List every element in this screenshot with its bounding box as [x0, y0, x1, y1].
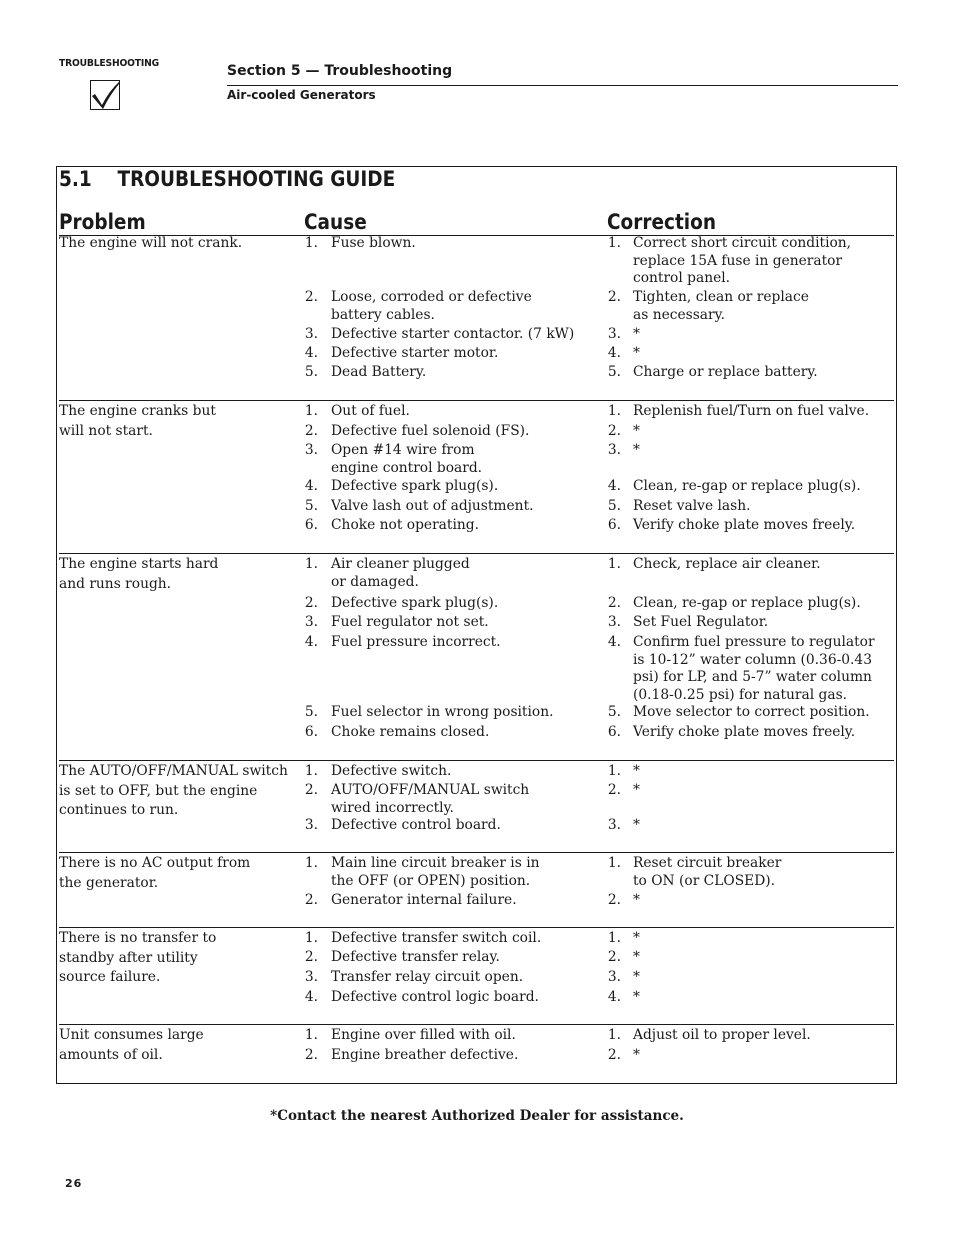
- correction-number: 3.: [607, 326, 621, 342]
- cause-text: Defective spark plug(s).: [331, 595, 499, 611]
- correction-number: 2.: [607, 949, 621, 965]
- correction-text: Reset valve lash.: [633, 498, 751, 514]
- cause-text: Defective fuel solenoid (FS).: [331, 423, 530, 439]
- row-separator: [59, 852, 894, 853]
- correction-text: *: [633, 442, 640, 458]
- correction-number: 4.: [607, 634, 621, 650]
- correction-text: *: [633, 763, 640, 779]
- cause-number: 1.: [304, 930, 318, 946]
- correction-number: 2.: [607, 423, 621, 439]
- cause-text: Valve lash out of adjustment.: [331, 498, 534, 514]
- correction-text: Set Fuel Regulator.: [633, 614, 769, 630]
- section-tab-label: TROUBLESHOOTING: [59, 58, 159, 69]
- correction-text: *: [633, 782, 640, 798]
- row-separator: [59, 1024, 894, 1025]
- correction-text: Move selector to correct position.: [633, 704, 870, 720]
- cause-number: 4.: [304, 345, 318, 361]
- correction-text: Correct short circuit condition, replace 15A fuse in generator control panel.: [633, 235, 852, 286]
- cause-number: 2.: [304, 782, 318, 798]
- correction-text: Clean, re-gap or replace plug(s).: [633, 478, 861, 494]
- correction-number: 4.: [607, 345, 621, 361]
- correction-number: 1.: [607, 930, 621, 946]
- problem-text: There is no AC output from the generator.: [59, 855, 251, 891]
- cause-number: 3.: [304, 817, 318, 833]
- cause-number: 1.: [304, 855, 318, 871]
- correction-text: *: [633, 817, 640, 833]
- correction-number: 3.: [607, 969, 621, 985]
- cause-text: Generator internal failure.: [331, 892, 517, 908]
- column-header-cause: Cause: [304, 210, 367, 234]
- cause-number: 2.: [304, 892, 318, 908]
- correction-text: Clean, re-gap or replace plug(s).: [633, 595, 861, 611]
- correction-number: 2.: [607, 289, 621, 305]
- cause-number: 1.: [304, 1027, 318, 1043]
- footnote: *Contact the nearest Authorized Dealer for assistance.: [270, 1108, 684, 1124]
- cause-number: 6.: [304, 517, 318, 533]
- cause-number: 5.: [304, 364, 318, 380]
- problem-text: The engine will not crank.: [59, 235, 243, 251]
- cause-text: Defective starter contactor. (7 kW): [331, 326, 575, 342]
- cause-text: Out of fuel.: [331, 403, 410, 419]
- correction-number: 1.: [607, 763, 621, 779]
- cause-number: 1.: [304, 763, 318, 779]
- cause-text: Defective spark plug(s).: [331, 478, 499, 494]
- cause-number: 2.: [304, 1047, 318, 1063]
- column-header-correction: Correction: [607, 210, 716, 234]
- correction-number: 2.: [607, 892, 621, 908]
- cause-text: Defective switch.: [331, 763, 452, 779]
- cause-number: 2.: [304, 289, 318, 305]
- correction-number: 6.: [607, 517, 621, 533]
- correction-text: Tighten, clean or replace as necessary.: [633, 289, 809, 323]
- correction-number: 3.: [607, 614, 621, 630]
- cause-text: Fuel regulator not set.: [331, 614, 489, 630]
- correction-number: 1.: [607, 855, 621, 871]
- cause-number: 5.: [304, 498, 318, 514]
- cause-number: 3.: [304, 614, 318, 630]
- correction-number: 4.: [607, 989, 621, 1005]
- row-separator: [59, 553, 894, 554]
- cause-number: 2.: [304, 949, 318, 965]
- correction-text: Check, replace air cleaner.: [633, 556, 821, 572]
- guide-title: 5.1 TROUBLESHOOTING GUIDE: [59, 167, 396, 191]
- cause-text: Dead Battery.: [331, 364, 427, 380]
- correction-number: 1.: [607, 556, 621, 572]
- cause-text: Defective control logic board.: [331, 989, 539, 1005]
- correction-number: 2.: [607, 1047, 621, 1063]
- correction-text: Adjust oil to proper level.: [633, 1027, 811, 1043]
- cause-number: 4.: [304, 989, 318, 1005]
- page-number: 26: [65, 1177, 83, 1190]
- row-separator: [59, 760, 894, 761]
- cause-number: 3.: [304, 969, 318, 985]
- cause-number: 1.: [304, 403, 318, 419]
- cause-text: Choke not operating.: [331, 517, 479, 533]
- correction-text: Confirm fuel pressure to regulator is 10-12” water column (0.36-0.43 psi) for LP, and 5-7” water column (0.18-0.25 psi) for natural gas.: [633, 634, 875, 703]
- cause-text: Open #14 wire from engine control board.: [331, 442, 483, 476]
- correction-number: 1.: [607, 1027, 621, 1043]
- correction-number: 4.: [607, 478, 621, 494]
- correction-text: *: [633, 423, 640, 439]
- correction-text: Verify choke plate moves freely.: [633, 724, 856, 740]
- correction-text: *: [633, 969, 640, 985]
- cause-number: 1.: [304, 556, 318, 572]
- cause-text: AUTO/OFF/MANUAL switch wired incorrectly.: [331, 782, 530, 816]
- cause-number: 5.: [304, 704, 318, 720]
- cause-text: Engine over filled with oil.: [331, 1027, 516, 1043]
- problem-text: Unit consumes large amounts of oil.: [59, 1027, 204, 1063]
- cause-text: Defective transfer switch coil.: [331, 930, 542, 946]
- cause-number: 1.: [304, 235, 318, 251]
- row-separator: [59, 400, 894, 401]
- cause-text: Defective starter motor.: [331, 345, 499, 361]
- cause-text: Main line circuit breaker is in the OFF (or OPEN) position.: [331, 855, 540, 889]
- cause-number: 3.: [304, 326, 318, 342]
- column-header-problem: Problem: [59, 210, 146, 234]
- correction-number: 3.: [607, 442, 621, 458]
- cause-number: 6.: [304, 724, 318, 740]
- cause-number: 2.: [304, 595, 318, 611]
- correction-text: *: [633, 989, 640, 1005]
- cause-number: 4.: [304, 634, 318, 650]
- cause-text: Engine breather defective.: [331, 1047, 519, 1063]
- correction-number: 5.: [607, 498, 621, 514]
- cause-text: Transfer relay circuit open.: [331, 969, 524, 985]
- problem-text: The AUTO/OFF/MANUAL switch is set to OFF, but the engine continues to run.: [59, 763, 288, 818]
- correction-number: 3.: [607, 817, 621, 833]
- correction-number: 5.: [607, 704, 621, 720]
- header-rule: [227, 85, 898, 86]
- correction-text: *: [633, 345, 640, 361]
- correction-number: 2.: [607, 595, 621, 611]
- cause-text: Defective control board.: [331, 817, 501, 833]
- cause-number: 4.: [304, 478, 318, 494]
- problem-text: There is no transfer to standby after utility source failure.: [59, 930, 217, 985]
- cause-text: Defective transfer relay.: [331, 949, 500, 965]
- correction-text: *: [633, 930, 640, 946]
- correction-number: 1.: [607, 235, 621, 251]
- correction-number: 6.: [607, 724, 621, 740]
- subsection-heading: Air-cooled Generators: [227, 88, 376, 102]
- cause-text: Loose, corroded or defective battery cables.: [331, 289, 532, 323]
- correction-number: 1.: [607, 403, 621, 419]
- correction-text: *: [633, 326, 640, 342]
- correction-text: Charge or replace battery.: [633, 364, 818, 380]
- cause-number: 2.: [304, 423, 318, 439]
- section-heading: Section 5 — Troubleshooting: [227, 63, 453, 79]
- row-separator: [59, 927, 894, 928]
- correction-number: 5.: [607, 364, 621, 380]
- cause-text: Fuel selector in wrong position.: [331, 704, 554, 720]
- cause-text: Fuel pressure incorrect.: [331, 634, 501, 650]
- problem-text: The engine cranks but will not start.: [59, 403, 216, 439]
- cause-text: Fuse blown.: [331, 235, 416, 251]
- correction-text: Verify choke plate moves freely.: [633, 517, 856, 533]
- correction-text: Reset circuit breaker to ON (or CLOSED).: [633, 855, 782, 889]
- checkmark-icon: [90, 80, 120, 110]
- correction-text: *: [633, 1047, 640, 1063]
- correction-text: *: [633, 892, 640, 908]
- cause-text: Air cleaner plugged or damaged.: [331, 556, 470, 590]
- correction-text: *: [633, 949, 640, 965]
- correction-text: Replenish fuel/Turn on fuel valve.: [633, 403, 870, 419]
- correction-number: 2.: [607, 782, 621, 798]
- problem-text: The engine starts hard and runs rough.: [59, 556, 219, 592]
- cause-number: 3.: [304, 442, 318, 458]
- cause-text: Choke remains closed.: [331, 724, 490, 740]
